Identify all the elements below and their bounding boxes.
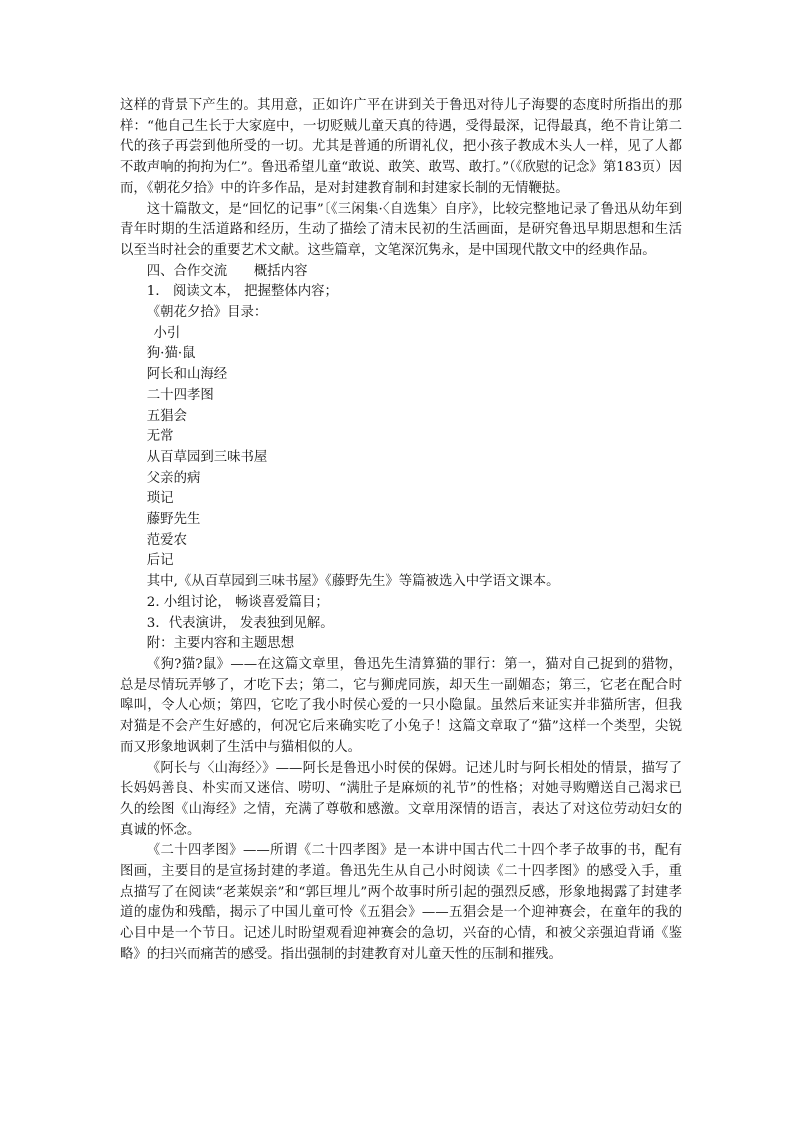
task-item-2: 2. 小组讨论， 畅谈喜爱篇目； xyxy=(146,594,329,610)
toc-item: 从百草园到三味书屋 xyxy=(146,449,268,465)
toc-list xyxy=(120,324,682,572)
toc-note: 其中,《从百草园到三味书屋》《藤野先生》等篇被选入中学语文课本。 xyxy=(146,574,560,590)
appendix-heading: 附：主要内容和主题思想 xyxy=(146,636,295,652)
task-item-1: 1． 阅读文本， 把握整体内容； xyxy=(146,284,338,300)
paragraph-memoir: 这十篇散文，是“回忆的记事”〔《三闲集·〈自选集〉自序》，比较完整地记录了鲁迅从幼年到青年时期的生活道路和经历，生动了描绘了清末民初的生活画面，是研究鲁迅早期思想和生活以至当时社会的重要艺术文献。这些篇章，文笔深沉隽永，是中国现代散文中的经典作品。 xyxy=(120,201,682,258)
summary-twenty-four-filial: 《二十四孝图》——所谓《二十四孝图》是一本讲中国古代二十四个孝子故事的书，配有图画，主要目的是宣扬封建的孝道。鲁迅先生从自己小时阅读《二十四孝图》的感受入手，重点描写了在阅读“老莱娱亲”和“郭巨埋儿”两个故事时所引起的强烈反感，形象地揭露了封建孝道的虚伪和残酷，揭示了中国儿童可怜《五猖会》——五猖会是一个迎神赛会，在童年的我的心目中是一个节日。记述儿时盼望观看迎神赛会的急切，兴奋的心情，和被父亲强迫背诵《鉴略》的扫兴而痛苦的感受。指出强制的封建教育对儿童天性的压制和摧残。 xyxy=(120,843,682,962)
summary-dog-cat-mouse: 《狗?猫?鼠》——在这篇文章里，鲁迅先生清算猫的罪行：第一，猫对自己捉到的猎物，总是尽情玩弄够了，才吃下去；第二，它与狮虎同族，却天生一副媚态；第三，它老在配合时嗥叫，令人心烦；第四，它吃了我小时侯心爱的一只小隐鼠。虽然后来证实并非猫所害，但我对猫是不会产生好感的，何况它后来确实吃了小兔子！这篇文章取了“猫”这样一个类型，尖锐而又形象地讽刺了生活中与猫相似的人。 xyxy=(120,656,682,755)
toc-item: 五猖会 xyxy=(146,408,187,424)
toc-item: 后记 xyxy=(146,553,174,569)
toc-item: 藤野先生 xyxy=(146,512,201,528)
toc-item: 琐记 xyxy=(146,491,174,507)
toc-item: 无常 xyxy=(146,429,174,445)
toc-item: 父亲的病 xyxy=(146,470,201,486)
task-item-3: 3．代表演讲， 发表独到见解。 xyxy=(146,615,334,631)
section-heading: 四、合作交流 概括内容 xyxy=(146,263,308,279)
summary-ah-chang: 《阿长与〈山海经〉》——阿长是鲁迅小时侯的保姆。记述儿时与阿长相处的情景，描写了长妈妈善良、朴实而又迷信、唠叨、“满肚子是麻烦的礼节”的性格；对她寻购赠送自己渴求已久的绘图《山海经》之情，充满了尊敬和感激。文章用深情的语言，表达了对这位劳动妇女的真诚的怀念。 xyxy=(120,760,682,838)
toc-item: 小引 xyxy=(153,325,181,341)
toc-item: 范爱农 xyxy=(146,532,187,548)
toc-item: 阿长和山海经 xyxy=(146,367,228,383)
document-page xyxy=(120,96,682,966)
toc-item: 二十四孝图 xyxy=(146,387,214,403)
toc-item: 狗·猫·鼠 xyxy=(146,346,196,362)
toc-title: 《朝花夕拾》目录： xyxy=(146,305,268,321)
paragraph-background: 这样的背景下产生的。其用意，正如许广平在讲到关于鲁迅对待儿子海婴的态度时所指出的那样：“他自己生长于大家庭中，一切贬贼儿童天真的待遇，受得最深，记得最真，绝不肯让第二代的孩子再尝到他所受的一切。尤其是普通的所谓礼仪，把小孩子教成木头人一样，见了人都不敢声响的拘拘为仁”。鲁迅希望儿童“敢说、敢笑、敢骂、敢打。”（《欣慰的记念》第183页）因而，《朝花夕拾》中的许多作品，是对封建教育制和封建家长制的无情鞭挞。 xyxy=(120,98,682,196)
